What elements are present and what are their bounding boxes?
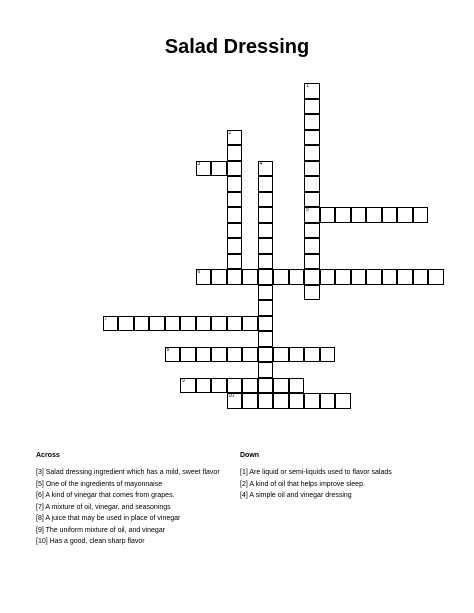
clue-number: 10: [228, 393, 235, 399]
grid-cell[interactable]: [227, 176, 243, 192]
clue-item-text: A kind of oil that helps improve sleep.: [249, 480, 365, 488]
clue-item-text: A simple oil and vinegar dressing: [249, 492, 352, 499]
grid-cell[interactable]: [242, 378, 258, 394]
clue-item-number: [1]: [240, 469, 250, 476]
grid-cell[interactable]: [366, 269, 382, 285]
grid-cell[interactable]: [304, 176, 320, 192]
clue-item: [36, 503, 226, 512]
grid-cell[interactable]: [258, 300, 274, 316]
grid-cell[interactable]: [320, 393, 336, 409]
clue-item: [36, 537, 226, 546]
grid-cell[interactable]: [227, 316, 243, 332]
grid-cell[interactable]: [382, 269, 398, 285]
grid-cell[interactable]: [258, 378, 274, 394]
grid-cell[interactable]: [258, 347, 274, 363]
grid-cell[interactable]: [227, 145, 243, 161]
grid-cell[interactable]: [118, 316, 134, 332]
grid-cell[interactable]: [211, 269, 227, 285]
grid-cell[interactable]: [196, 269, 212, 285]
clue-item-number: [10]: [36, 538, 50, 545]
grid-cell[interactable]: [397, 207, 413, 223]
grid-cell[interactable]: [258, 285, 274, 301]
grid-cell[interactable]: [165, 316, 181, 332]
clue-number: 5: [306, 207, 309, 213]
across-clue-list: [36, 468, 226, 549]
grid-cell[interactable]: [258, 254, 274, 270]
grid-cell[interactable]: [289, 269, 305, 285]
clue-item-number: [6]: [36, 492, 46, 499]
grid-cell[interactable]: [304, 145, 320, 161]
grid-cell[interactable]: [242, 393, 258, 409]
grid-cell[interactable]: [196, 378, 212, 394]
grid-cell[interactable]: [211, 378, 227, 394]
clue-number: 9: [182, 377, 185, 384]
grid-cell[interactable]: [196, 161, 212, 177]
grid-cell[interactable]: [258, 223, 274, 239]
grid-cell[interactable]: [196, 316, 212, 332]
grid-cell[interactable]: [304, 83, 320, 99]
grid-cell[interactable]: [242, 316, 258, 332]
grid-cell[interactable]: [258, 331, 274, 347]
across-heading: Across: [36, 452, 60, 459]
grid-cell[interactable]: [320, 207, 336, 223]
grid-cell[interactable]: [304, 207, 320, 223]
grid-cell[interactable]: [149, 316, 165, 332]
grid-cell[interactable]: [397, 269, 413, 285]
clue-item: [240, 480, 450, 489]
grid-cell[interactable]: [180, 378, 196, 394]
grid-cell[interactable]: [366, 207, 382, 223]
grid-cell[interactable]: [289, 378, 305, 394]
clue-number: 7: [104, 315, 108, 322]
grid-cell[interactable]: [165, 347, 181, 363]
grid-cell[interactable]: [304, 238, 320, 254]
grid-cell[interactable]: [227, 347, 243, 363]
grid-cell[interactable]: [304, 99, 320, 115]
grid-cell[interactable]: [227, 254, 243, 270]
page-title: Salad Dressing: [164, 36, 310, 58]
clue-item: [36, 526, 226, 535]
grid-cell[interactable]: [304, 130, 320, 146]
grid-cell[interactable]: [335, 269, 351, 285]
grid-cell[interactable]: [258, 238, 274, 254]
clue-item-number: [2]: [240, 480, 250, 488]
grid-cell[interactable]: [335, 393, 351, 409]
grid-cell[interactable]: [413, 269, 429, 285]
grid-cell[interactable]: [258, 269, 274, 285]
clue-item: [240, 491, 450, 500]
grid-cell[interactable]: [289, 393, 305, 409]
grid-cell[interactable]: [304, 192, 320, 208]
grid-cell[interactable]: [273, 393, 289, 409]
grid-cell[interactable]: [227, 269, 243, 285]
clue-item-text: Salad dressing ingredient which has a mild, sweet flavor: [45, 469, 220, 476]
grid-cell[interactable]: [258, 192, 274, 208]
clue-number: 4: [259, 160, 263, 167]
clue-item-number: [9]: [36, 526, 46, 534]
grid-cell[interactable]: [273, 378, 289, 394]
grid-cell[interactable]: [227, 192, 243, 208]
grid-cell[interactable]: [351, 269, 367, 285]
clue-item-number: [3]: [36, 469, 46, 476]
grid-cell[interactable]: [304, 254, 320, 270]
grid-cell[interactable]: [258, 393, 274, 409]
grid-cell[interactable]: [304, 161, 320, 177]
grid-cell[interactable]: [211, 347, 227, 363]
grid-cell[interactable]: [180, 316, 196, 332]
grid-cell[interactable]: [242, 269, 258, 285]
clue-item: [240, 468, 450, 477]
clue-item-number: [7]: [36, 503, 46, 511]
clue-item-number: [8]: [36, 515, 46, 522]
grid-cell[interactable]: [304, 269, 320, 285]
grid-cell[interactable]: [382, 207, 398, 223]
clue-number: 1: [306, 83, 309, 89]
clue-item-text: Are liquid or semi-liquids used to flavor salads: [249, 469, 392, 476]
clue-item-number: [5]: [36, 480, 46, 488]
grid-cell[interactable]: [211, 316, 227, 332]
grid-cell[interactable]: [227, 207, 243, 223]
grid-cell[interactable]: [428, 269, 444, 285]
grid-cell[interactable]: [227, 393, 243, 409]
clue-item-text: A mixture of oil, vinegar, and seasonings: [45, 503, 171, 511]
clue-number: 3: [197, 160, 201, 167]
grid-cell[interactable]: [304, 393, 320, 409]
clue-item-text: The uniform mixture of oil, and vinegar: [45, 526, 166, 534]
down-heading: Down: [240, 452, 260, 459]
grid-cell[interactable]: [196, 347, 212, 363]
clue-item: [36, 491, 226, 500]
clue-number: 2: [228, 129, 232, 136]
grid-cell[interactable]: [304, 223, 320, 239]
clue-item-text: A kind of vinegar that comes from grapes.: [45, 492, 175, 499]
down-clue-list: [240, 468, 450, 503]
grid-cell[interactable]: [258, 161, 274, 177]
clue-item-text: Has a good, clean sharp flavor: [49, 538, 145, 545]
clue-item: [36, 480, 226, 489]
grid-cell[interactable]: [304, 285, 320, 301]
grid-cell[interactable]: [258, 316, 274, 332]
grid-cell[interactable]: [320, 347, 336, 363]
grid-cell[interactable]: [103, 316, 119, 332]
clue-number: 8: [166, 346, 170, 353]
grid-cell[interactable]: [227, 223, 243, 239]
clue-item-text: A juice that may be used in place of vinegar: [45, 515, 181, 522]
grid-cell[interactable]: [320, 269, 336, 285]
grid-cell[interactable]: [211, 161, 227, 177]
grid-cell[interactable]: [258, 207, 274, 223]
grid-cell[interactable]: [273, 269, 289, 285]
grid-cell[interactable]: [227, 378, 243, 394]
grid-cell[interactable]: [134, 316, 150, 332]
grid-cell[interactable]: [227, 130, 243, 146]
grid-cell[interactable]: [304, 114, 320, 130]
grid-cell[interactable]: [289, 347, 305, 363]
clue-item-text: One of the ingredients of mayonnaise: [45, 480, 163, 488]
clue-number: 6: [197, 269, 201, 275]
grid-cell[interactable]: [227, 161, 243, 177]
grid-cell[interactable]: [273, 347, 289, 363]
grid-cell[interactable]: [258, 176, 274, 192]
grid-cell[interactable]: [180, 347, 196, 363]
grid-cell[interactable]: [242, 347, 258, 363]
grid-cell[interactable]: [304, 347, 320, 363]
grid-cell[interactable]: [335, 207, 351, 223]
grid-cell[interactable]: [227, 238, 243, 254]
clue-item-number: [4]: [240, 492, 250, 499]
clue-item: [36, 514, 226, 523]
grid-cell[interactable]: [413, 207, 429, 223]
grid-cell[interactable]: [258, 362, 274, 378]
grid-cell[interactable]: [351, 207, 367, 223]
clue-item: [36, 468, 226, 477]
